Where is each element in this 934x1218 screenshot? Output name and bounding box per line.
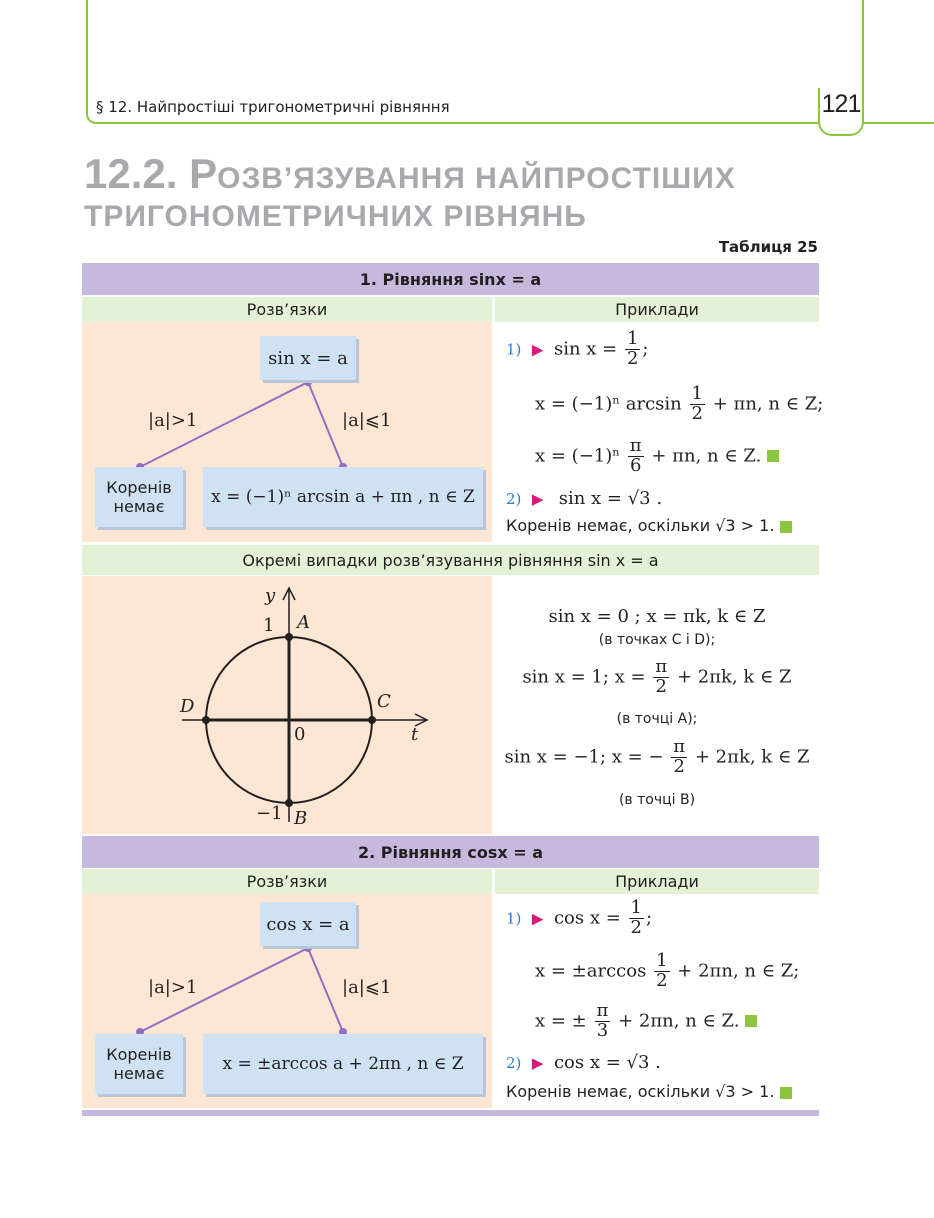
sec1-col-left: Розв’язки xyxy=(82,297,492,322)
end-square-icon xyxy=(780,1087,792,1099)
ex1-number: 1) xyxy=(506,909,522,928)
label-one: 1 xyxy=(263,615,275,636)
triangle-marker-icon: ▶ xyxy=(527,1054,549,1072)
sec2-no-roots-box xyxy=(95,1034,183,1094)
ex1-l3a: x = ± xyxy=(535,1010,587,1032)
frac-den: 2 xyxy=(626,347,639,369)
frac-num: π xyxy=(655,656,668,677)
point-b-label: B xyxy=(294,808,308,829)
ex1-l2b: + πn, n ∈ Z; xyxy=(712,393,824,415)
sec2-example2-line2 xyxy=(506,1082,792,1101)
sec1-cond-left: |a|>1 xyxy=(148,410,198,431)
sec2-col-left: Розв’язки xyxy=(82,869,492,894)
special-cases-list xyxy=(495,576,819,834)
case-sin1 xyxy=(495,658,819,697)
page-number: 121 xyxy=(821,90,861,118)
section-title-line2: ТРИГОНОМЕТРИЧНИХ РІВНЯНЬ xyxy=(84,200,587,233)
end-square-icon xyxy=(780,521,792,533)
frac-den: 2 xyxy=(673,755,685,777)
sec1-example2-line1 xyxy=(506,488,662,509)
sec2-example1-line1: 1) ▶ cos x = $\frac{1}{2}$ ; xyxy=(506,897,653,938)
sec2-col-right: Приклади xyxy=(495,869,819,894)
case-sinm1-a: sin x = −1; x = − xyxy=(504,746,664,768)
ex1-l3b: + 2πn, n ∈ Z. xyxy=(618,1010,740,1032)
case-sin0-note: (в точках C і D); xyxy=(598,632,716,648)
sec1-col-right: Приклади xyxy=(495,297,819,322)
sec2-example1-line2 xyxy=(535,952,799,991)
case-sin1-b: + 2πk, k ∈ Z xyxy=(676,666,792,688)
special-heading: Окремі випадки розв’язування рівняння sin x = a xyxy=(82,545,819,575)
triangle-marker-icon: ▶ xyxy=(527,490,553,508)
title-number: 12.2. Р xyxy=(84,150,218,197)
sec1-example1-line1: 1) ▶ sin x = $\frac{1}{2}$ ; xyxy=(506,328,649,369)
no-roots-line2: немає xyxy=(113,1064,165,1083)
sec1-cond-right: |a|⩽1 xyxy=(342,410,392,431)
label-minus-one: −1 xyxy=(256,803,283,824)
sec2-cond-right: |a|⩽1 xyxy=(342,977,392,998)
point-c-label: C xyxy=(377,691,391,712)
ex1-number: 1) xyxy=(506,340,522,359)
sec1-example2-line2 xyxy=(506,516,792,535)
case-sin-minus1-note: (в точці B) xyxy=(618,792,696,808)
frac-den: 2 xyxy=(630,916,642,938)
ex1-l3b: + πn, n ∈ Z. xyxy=(651,445,762,467)
ex1-equation: sin x = xyxy=(553,338,618,360)
ex2-equation: sin x = √3 . xyxy=(558,488,663,509)
table-label: Таблиця 25 xyxy=(718,238,818,256)
sec2-solution-box: x = ±arccos a + 2πn , n ∈ Z xyxy=(203,1034,483,1094)
section-title-line1 xyxy=(84,150,736,198)
table-bottom-rule xyxy=(82,1110,819,1116)
ex2-number: 2) xyxy=(506,490,522,508)
running-header: § 12. Найпростіші тригонометричні рівняння xyxy=(96,98,450,116)
ex2-text: Коренів немає, оскільки √3 > 1. xyxy=(506,516,775,535)
axis-y-label: y xyxy=(265,585,276,606)
end-square-icon xyxy=(745,1015,757,1027)
no-roots-line1: Коренів xyxy=(106,1045,172,1064)
frac-num: 1 xyxy=(656,950,668,971)
case-sin-minus1 xyxy=(495,738,819,777)
sec1-example1-line3 xyxy=(535,437,779,476)
sec2-root-box: cos x = a xyxy=(260,902,356,946)
frac-den: 2 xyxy=(691,402,703,424)
frac-num: 1 xyxy=(630,897,642,918)
sec1-solution-box: x = (−1)ⁿ arcsin a + πn , n ∈ Z xyxy=(203,467,483,527)
frac-den: 6 xyxy=(629,454,642,476)
ex1-l2a: x = ±arccos xyxy=(535,960,647,982)
ex1-l2a: x = (−1)ⁿ arcsin xyxy=(535,393,682,415)
ex2-equation: cos x = √3 . xyxy=(553,1052,661,1073)
triangle-marker-icon: ▶ xyxy=(527,340,549,359)
sec2-example2-line1 xyxy=(506,1052,661,1073)
case-sin1-note: (в точці A); xyxy=(616,711,698,727)
frac-num: π xyxy=(673,736,686,757)
sec1-no-roots-box xyxy=(95,467,183,527)
frac-den: 2 xyxy=(656,969,668,991)
sec1-heading: 1. Рівняння sinx = a xyxy=(82,263,819,295)
ex2-number: 2) xyxy=(506,1054,522,1072)
sec1-example1-line2 xyxy=(535,385,823,424)
case-sinm1-b: + 2πk, k ∈ Z xyxy=(694,746,810,768)
frac-num: π xyxy=(596,1000,609,1021)
sec2-cond-left: |a|>1 xyxy=(148,977,198,998)
ex1-l2b: + 2πn, n ∈ Z; xyxy=(677,960,800,982)
point-d-label: D xyxy=(180,696,195,717)
sec1-root-box: sin x = a xyxy=(260,336,356,380)
sec2-heading: 2. Рівняння cosx = a xyxy=(82,836,819,868)
case-sin0: sin x = 0 ; x = πk, k ∈ Z xyxy=(548,606,766,627)
ex1-equation: cos x = xyxy=(553,907,621,929)
ex1-l3a: x = (−1)ⁿ xyxy=(535,445,621,467)
end-square-icon xyxy=(767,450,779,462)
axis-t-label: t xyxy=(411,724,419,745)
frac-num: 1 xyxy=(626,328,639,349)
label-zero: 0 xyxy=(294,724,306,745)
title-rest: ОЗВ’ЯЗУВАННЯ НАЙПРОСТІШИХ xyxy=(217,162,736,195)
ex2-text: Коренів немає, оскільки √3 > 1. xyxy=(506,1082,775,1101)
no-roots-line2: немає xyxy=(113,497,165,516)
sec2-example1-line3 xyxy=(535,1002,757,1041)
header-rule xyxy=(862,122,934,124)
frac-num: 1 xyxy=(691,383,703,404)
triangle-marker-icon: ▶ xyxy=(527,909,549,928)
no-roots-line1: Коренів xyxy=(106,478,172,497)
point-a-label: A xyxy=(297,612,310,633)
unit-circle-diagram xyxy=(82,576,492,834)
frac-den: 3 xyxy=(596,1019,609,1041)
frac-num: π xyxy=(629,435,642,456)
frac-den: 2 xyxy=(655,675,667,697)
case-sin1-a: sin x = 1; x = xyxy=(522,666,646,688)
